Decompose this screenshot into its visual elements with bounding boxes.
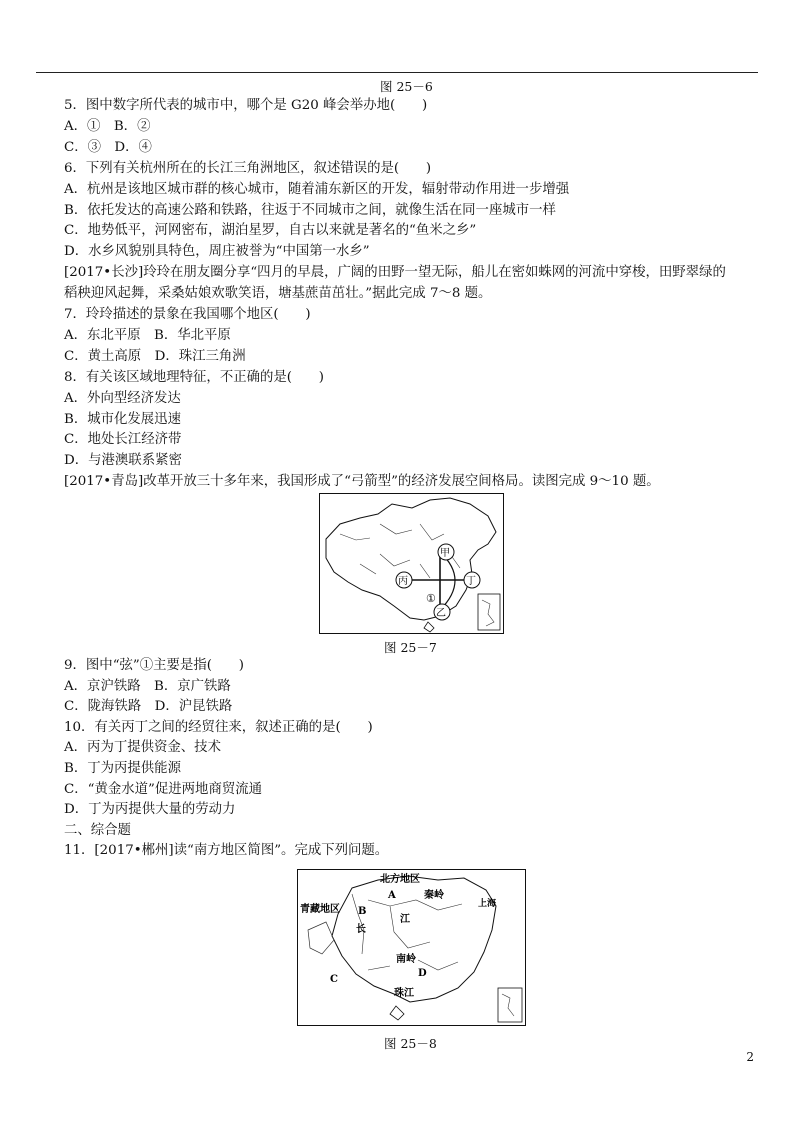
map2-label-c: C <box>330 974 338 985</box>
text-line: [2017•长沙]玲玲在朋友圈分享“四月的早晨，广阔的田野一望无际，船儿在密如蛛网的河流中穿梭，田野翠绿的 <box>64 265 726 281</box>
map2-label-zhujiang: 珠江 <box>394 988 414 999</box>
map1-label-yi: 乙 <box>436 608 446 619</box>
map2-label-a: A <box>388 890 396 901</box>
figure-caption-25-7: 图 25－7 <box>384 640 437 655</box>
text-line: B．依托发达的高速公路和铁路，往返于不同城市之间，就像生活在同一座城市一样 <box>64 202 556 218</box>
header-rule <box>36 72 758 73</box>
text-line: A．杭州是该地区城市群的核心城市，随着浦东新区的开发，辐射带动作用进一步增强 <box>64 181 570 197</box>
text-line: A．① B．② <box>64 118 151 134</box>
text-line: C．地势低平，河网密布，湖泊星罗，自古以来就是著名的“鱼米之乡” <box>64 223 477 239</box>
text-line: [2017•青岛]改革开放三十多年来，我国形成了“弓箭型”的经济发展空间格局。读图完成 9～10 题。 <box>64 474 660 490</box>
text-line: 11．[2017•郴州]读“南方地区简图”。完成下列问题。 <box>64 843 389 859</box>
text-line: A．丙为丁提供资金、技术 <box>64 740 221 756</box>
text-line: B．城市化发展迅速 <box>64 411 181 427</box>
map1-label-jia: 甲 <box>440 548 450 559</box>
map-figure-25-7 <box>319 493 504 634</box>
map2-label-chang: 长 <box>356 924 366 935</box>
text-line: 5．图中数字所代表的城市中，哪个是 G20 峰会举办地( ) <box>64 98 428 113</box>
text-line: B．丁为丙提供能源 <box>64 761 181 776</box>
map2-label-shanghai: 上海 <box>478 899 497 909</box>
text-line: 稻秧迎风起舞，采桑姑娘欢歌笑语，塘基蔗苗茁壮。”据此完成 7～8 题。 <box>64 286 492 302</box>
text-line: 6．下列有关杭州所在的长江三角洲地区，叙述错误的是( ) <box>64 160 432 176</box>
figure-caption-25-8: 图 25－8 <box>384 1036 437 1051</box>
text-line: C．陇海铁路 D．沪昆铁路 <box>64 699 233 715</box>
text-line: A．外向型经济发达 <box>64 390 181 406</box>
south-region-outline <box>332 876 496 1002</box>
map1-label-one: ① <box>426 592 436 605</box>
text-line: D．丁为丙提供大量的劳动力 <box>64 802 236 818</box>
map2-label-nanling: 南岭 <box>396 954 416 965</box>
map2-label-b: B <box>358 906 367 917</box>
text-line: A．东北平原 B．华北平原 <box>64 327 231 343</box>
map2-label-qinghai: 青藏地区 <box>300 904 340 915</box>
text-line: C．地处长江经济带 <box>64 432 182 448</box>
text-line: 9．图中“弦”①主要是指( ) <box>64 658 244 673</box>
text-line: D．与港澳联系紧密 <box>64 453 182 469</box>
text-line: 二、综合题 <box>64 822 131 838</box>
map2-label-qinling: 秦岭 <box>424 890 444 901</box>
text-line: 8．有关该区域地理特征，不正确的是( ) <box>64 369 324 385</box>
map1-label-bing: 丙 <box>398 576 408 587</box>
page-number: 2 <box>746 1050 754 1064</box>
map-figure-25-8 <box>297 869 526 1026</box>
map2-label-jiang: 江 <box>400 914 410 925</box>
map2-label-north: 北方地区 <box>380 874 420 885</box>
text-line: C．③ D．④ <box>64 139 152 155</box>
map2-label-d: D <box>418 968 427 979</box>
text-line: A．京沪铁路 B．京广铁路 <box>64 678 231 694</box>
figure-caption-25-6: 图 25－6 <box>380 79 433 94</box>
text-line: D．水乡风貌别具特色，周庄被誉为“中国第一水乡” <box>64 244 370 260</box>
text-line: C．“黄金水道”促进两地商贸流通 <box>64 781 263 797</box>
map1-label-ding: 丁 <box>466 576 476 587</box>
text-line: 7．玲玲描述的景象在我国哪个地区( ) <box>64 307 311 322</box>
text-line: C．黄土高原 D．珠江三角洲 <box>64 348 246 364</box>
china-outline <box>326 498 496 620</box>
text-line: 10．有关丙丁之间的经贸往来，叙述正确的是( ) <box>64 719 373 735</box>
